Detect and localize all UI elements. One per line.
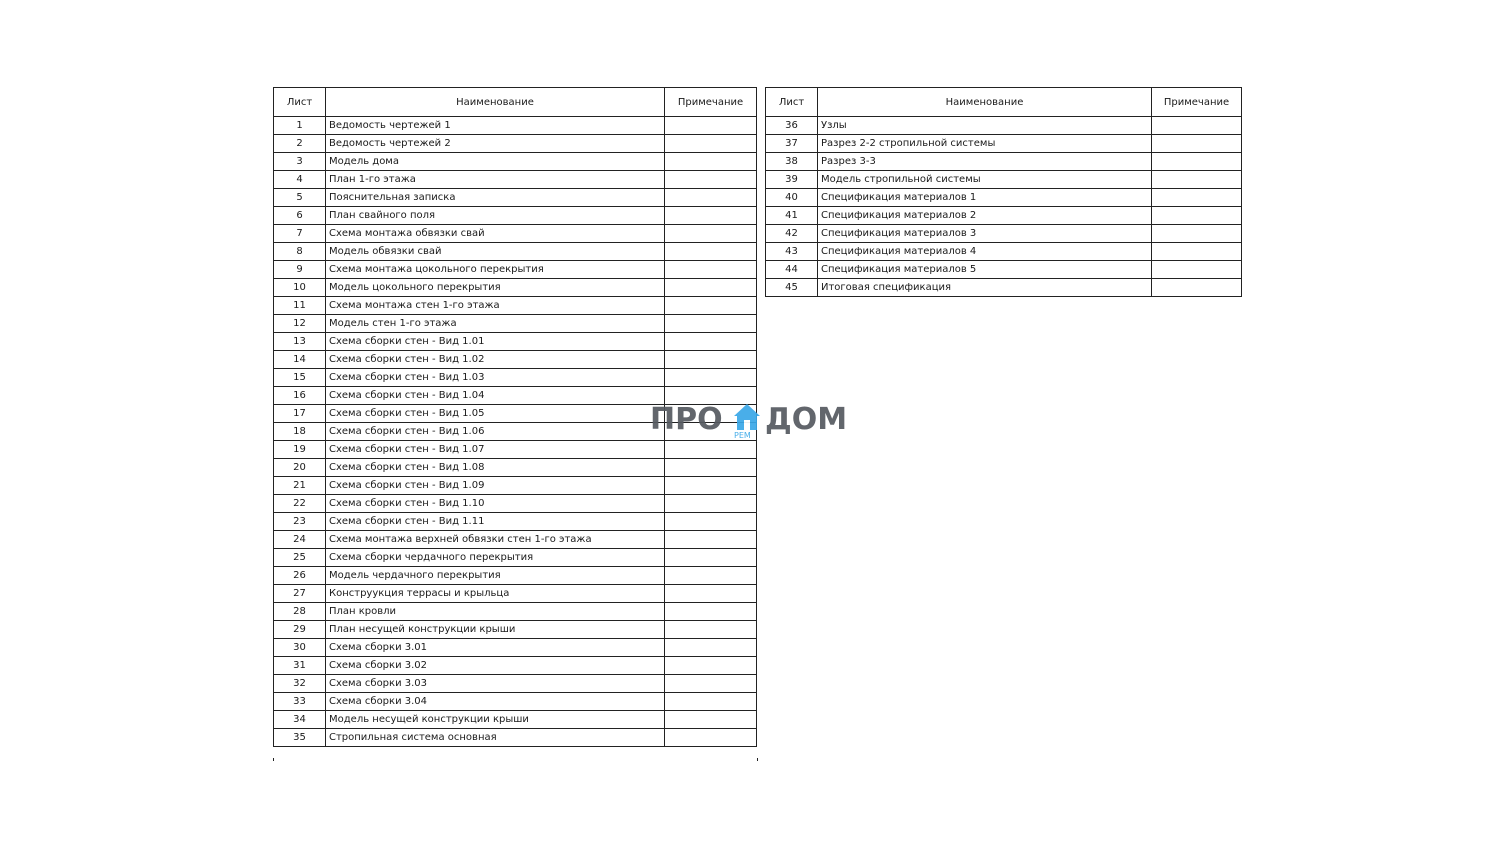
cell-sheet-number: 8 — [274, 243, 326, 261]
cell-sheet-number: 29 — [274, 621, 326, 639]
cell-sheet-number: 32 — [274, 675, 326, 693]
table-row — [274, 351, 757, 369]
table-row — [766, 279, 1242, 297]
cell-sheet-number: 20 — [274, 459, 326, 477]
cell-note — [1152, 261, 1242, 279]
table-header-row — [274, 88, 757, 117]
cell-name: Схема сборки стен - Вид 1.03 — [326, 369, 665, 387]
cell-name: Схема сборки стен - Вид 1.04 — [326, 387, 665, 405]
cell-name: Схема сборки стен - Вид 1.02 — [326, 351, 665, 369]
cell-name: Схема сборки чердачного перекрытия — [326, 549, 665, 567]
cell-sheet-number: 21 — [274, 477, 326, 495]
cell-sheet-number: 9 — [274, 261, 326, 279]
cell-sheet-number: 40 — [766, 189, 818, 207]
cell-name: Схема сборки 3.02 — [326, 657, 665, 675]
drawings-table-right — [765, 87, 1242, 297]
cell-note — [665, 513, 757, 531]
cell-sheet-number: 15 — [274, 369, 326, 387]
cell-name: Схема монтажа верхней обвязки стен 1-го этажа — [326, 531, 665, 549]
table-row — [274, 495, 757, 513]
cell-name: Узлы — [818, 117, 1152, 135]
table-row — [274, 225, 757, 243]
column-header-note: Примечание — [665, 88, 757, 117]
cell-note — [665, 549, 757, 567]
cell-sheet-number: 38 — [766, 153, 818, 171]
cell-sheet-number: 19 — [274, 441, 326, 459]
cell-sheet-number: 14 — [274, 351, 326, 369]
column-header-sheet: Лист — [766, 88, 818, 117]
cell-sheet-number: 7 — [274, 225, 326, 243]
cell-sheet-number: 27 — [274, 585, 326, 603]
table-row — [274, 603, 757, 621]
cell-name: Пояснительная записка — [326, 189, 665, 207]
table-row — [274, 657, 757, 675]
cell-name: Схема сборки стен - Вид 1.09 — [326, 477, 665, 495]
watermark-text-right: ДОМ — [765, 402, 848, 437]
table-row — [274, 639, 757, 657]
cell-note — [1152, 117, 1242, 135]
cell-note — [665, 585, 757, 603]
cell-name: Схема сборки 3.04 — [326, 693, 665, 711]
cell-sheet-number: 17 — [274, 405, 326, 423]
table-row — [274, 693, 757, 711]
table-row — [274, 513, 757, 531]
cell-name: Схема сборки стен - Вид 1.11 — [326, 513, 665, 531]
cell-note — [665, 225, 757, 243]
table-row — [274, 153, 757, 171]
table-row — [274, 189, 757, 207]
cell-sheet-number: 43 — [766, 243, 818, 261]
table-row — [274, 333, 757, 351]
table-row — [766, 135, 1242, 153]
watermark-subtext: РЕМ — [734, 431, 751, 440]
cell-note — [665, 369, 757, 387]
table-row — [274, 315, 757, 333]
table-row — [274, 279, 757, 297]
cell-sheet-number: 28 — [274, 603, 326, 621]
cell-sheet-number: 1 — [274, 117, 326, 135]
cell-sheet-number: 25 — [274, 549, 326, 567]
cell-sheet-number: 39 — [766, 171, 818, 189]
table-row — [766, 189, 1242, 207]
cell-sheet-number: 35 — [274, 729, 326, 747]
cell-sheet-number: 12 — [274, 315, 326, 333]
cell-name: План кровли — [326, 603, 665, 621]
cell-name: Модель дома — [326, 153, 665, 171]
table-row — [274, 729, 757, 747]
table-header-row — [766, 88, 1242, 117]
table-row — [274, 117, 757, 135]
cell-name: Модель стен 1-го этажа — [326, 315, 665, 333]
cell-note — [665, 459, 757, 477]
cell-name: Спецификация материалов 4 — [818, 243, 1152, 261]
cell-name: Модель обвязки свай — [326, 243, 665, 261]
cell-sheet-number: 33 — [274, 693, 326, 711]
column-header-name: Наименование — [818, 88, 1152, 117]
cell-name: Модель чердачного перекрытия — [326, 567, 665, 585]
table-row — [274, 207, 757, 225]
cell-name: Схема сборки стен - Вид 1.10 — [326, 495, 665, 513]
cell-note — [665, 603, 757, 621]
watermark-text-left: ПРО — [650, 402, 723, 437]
cell-name: Стропильная система основная — [326, 729, 665, 747]
cell-sheet-number: 5 — [274, 189, 326, 207]
cell-note — [665, 477, 757, 495]
cell-sheet-number: 2 — [274, 135, 326, 153]
cell-note — [665, 243, 757, 261]
table-row — [274, 135, 757, 153]
cell-sheet-number: 10 — [274, 279, 326, 297]
cell-note — [665, 117, 757, 135]
cell-note — [1152, 225, 1242, 243]
cell-note — [1152, 207, 1242, 225]
cell-name: Схема монтажа цокольного перекрытия — [326, 261, 665, 279]
table-row — [766, 171, 1242, 189]
cell-note — [665, 495, 757, 513]
cell-note — [665, 297, 757, 315]
cell-name: Разрез 2-2 стропильной системы — [818, 135, 1152, 153]
cell-note — [665, 531, 757, 549]
table-row — [766, 261, 1242, 279]
table-row — [274, 459, 757, 477]
cell-name: Конструукция террасы и крыльца — [326, 585, 665, 603]
table-row — [274, 261, 757, 279]
cell-name: Ведомость чертежей 1 — [326, 117, 665, 135]
cell-note — [665, 333, 757, 351]
cell-note — [665, 621, 757, 639]
table-row — [274, 711, 757, 729]
cell-note — [665, 189, 757, 207]
cell-sheet-number: 44 — [766, 261, 818, 279]
house-icon — [732, 402, 762, 432]
cell-name: Итоговая спецификация — [818, 279, 1152, 297]
cell-name: Спецификация материалов 5 — [818, 261, 1152, 279]
table-row — [766, 117, 1242, 135]
cell-sheet-number: 13 — [274, 333, 326, 351]
cell-sheet-number: 30 — [274, 639, 326, 657]
cell-name: Схема монтажа обвязки свай — [326, 225, 665, 243]
table-row — [274, 171, 757, 189]
cell-sheet-number: 3 — [274, 153, 326, 171]
cell-note — [665, 639, 757, 657]
column-header-name: Наименование — [326, 88, 665, 117]
cell-note — [1152, 135, 1242, 153]
cell-name: Модель несущей конструкции крыши — [326, 711, 665, 729]
cell-note — [1152, 279, 1242, 297]
cell-note — [665, 351, 757, 369]
cell-name: Схема сборки стен - Вид 1.08 — [326, 459, 665, 477]
table-row — [274, 243, 757, 261]
cell-name: Схема сборки стен - Вид 1.07 — [326, 441, 665, 459]
cell-sheet-number: 34 — [274, 711, 326, 729]
cell-sheet-number: 23 — [274, 513, 326, 531]
cell-sheet-number: 42 — [766, 225, 818, 243]
cell-sheet-number: 45 — [766, 279, 818, 297]
cell-note — [665, 207, 757, 225]
cell-name: План 1-го этажа — [326, 171, 665, 189]
table-row — [766, 225, 1242, 243]
cell-name: Спецификация материалов 3 — [818, 225, 1152, 243]
table-row — [766, 153, 1242, 171]
table-row — [766, 243, 1242, 261]
table-row — [766, 207, 1242, 225]
cell-note — [665, 729, 757, 747]
cell-sheet-number: 18 — [274, 423, 326, 441]
cell-name: Схема сборки 3.03 — [326, 675, 665, 693]
cell-note — [1152, 153, 1242, 171]
cell-note — [665, 675, 757, 693]
cell-sheet-number: 41 — [766, 207, 818, 225]
table-row — [274, 585, 757, 603]
cell-sheet-number: 11 — [274, 297, 326, 315]
cell-sheet-number: 22 — [274, 495, 326, 513]
column-header-note: Примечание — [1152, 88, 1242, 117]
cell-name: План несущей конструкции крыши — [326, 621, 665, 639]
cell-name: Модель стропильной системы — [818, 171, 1152, 189]
cell-sheet-number: 36 — [766, 117, 818, 135]
cell-note — [1152, 243, 1242, 261]
cell-sheet-number: 4 — [274, 171, 326, 189]
cell-note — [1152, 171, 1242, 189]
cell-note — [1152, 189, 1242, 207]
table-row — [274, 369, 757, 387]
cell-note — [665, 153, 757, 171]
table-cut-edge — [273, 758, 758, 761]
column-header-sheet: Лист — [274, 88, 326, 117]
cell-name: Ведомость чертежей 2 — [326, 135, 665, 153]
cell-sheet-number: 24 — [274, 531, 326, 549]
cell-note — [665, 279, 757, 297]
cell-note — [665, 693, 757, 711]
cell-name: Схема сборки стен - Вид 1.06 — [326, 423, 665, 441]
table-row — [274, 675, 757, 693]
cell-name: Схема монтажа стен 1-го этажа — [326, 297, 665, 315]
cell-sheet-number: 26 — [274, 567, 326, 585]
cell-note — [665, 135, 757, 153]
cell-note — [665, 567, 757, 585]
cell-name: Спецификация материалов 1 — [818, 189, 1152, 207]
cell-note — [665, 171, 757, 189]
cell-name: Схема сборки стен - Вид 1.05 — [326, 405, 665, 423]
cell-sheet-number: 16 — [274, 387, 326, 405]
table-row — [274, 567, 757, 585]
cell-name: Разрез 3-3 — [818, 153, 1152, 171]
cell-note — [665, 315, 757, 333]
cell-note — [665, 711, 757, 729]
table-row — [274, 531, 757, 549]
cell-name: Схема сборки стен - Вид 1.01 — [326, 333, 665, 351]
cell-name: Схема сборки 3.01 — [326, 639, 665, 657]
table-row — [274, 549, 757, 567]
cell-sheet-number: 31 — [274, 657, 326, 675]
table-body-right — [766, 117, 1242, 297]
table-row — [274, 621, 757, 639]
cell-name: Модель цокольного перекрытия — [326, 279, 665, 297]
cell-sheet-number: 37 — [766, 135, 818, 153]
table-row — [274, 297, 757, 315]
cell-note — [665, 261, 757, 279]
cell-note — [665, 657, 757, 675]
cell-name: План свайного поля — [326, 207, 665, 225]
table-row — [274, 477, 757, 495]
cell-sheet-number: 6 — [274, 207, 326, 225]
watermark-logo — [650, 402, 850, 446]
cell-name: Спецификация материалов 2 — [818, 207, 1152, 225]
